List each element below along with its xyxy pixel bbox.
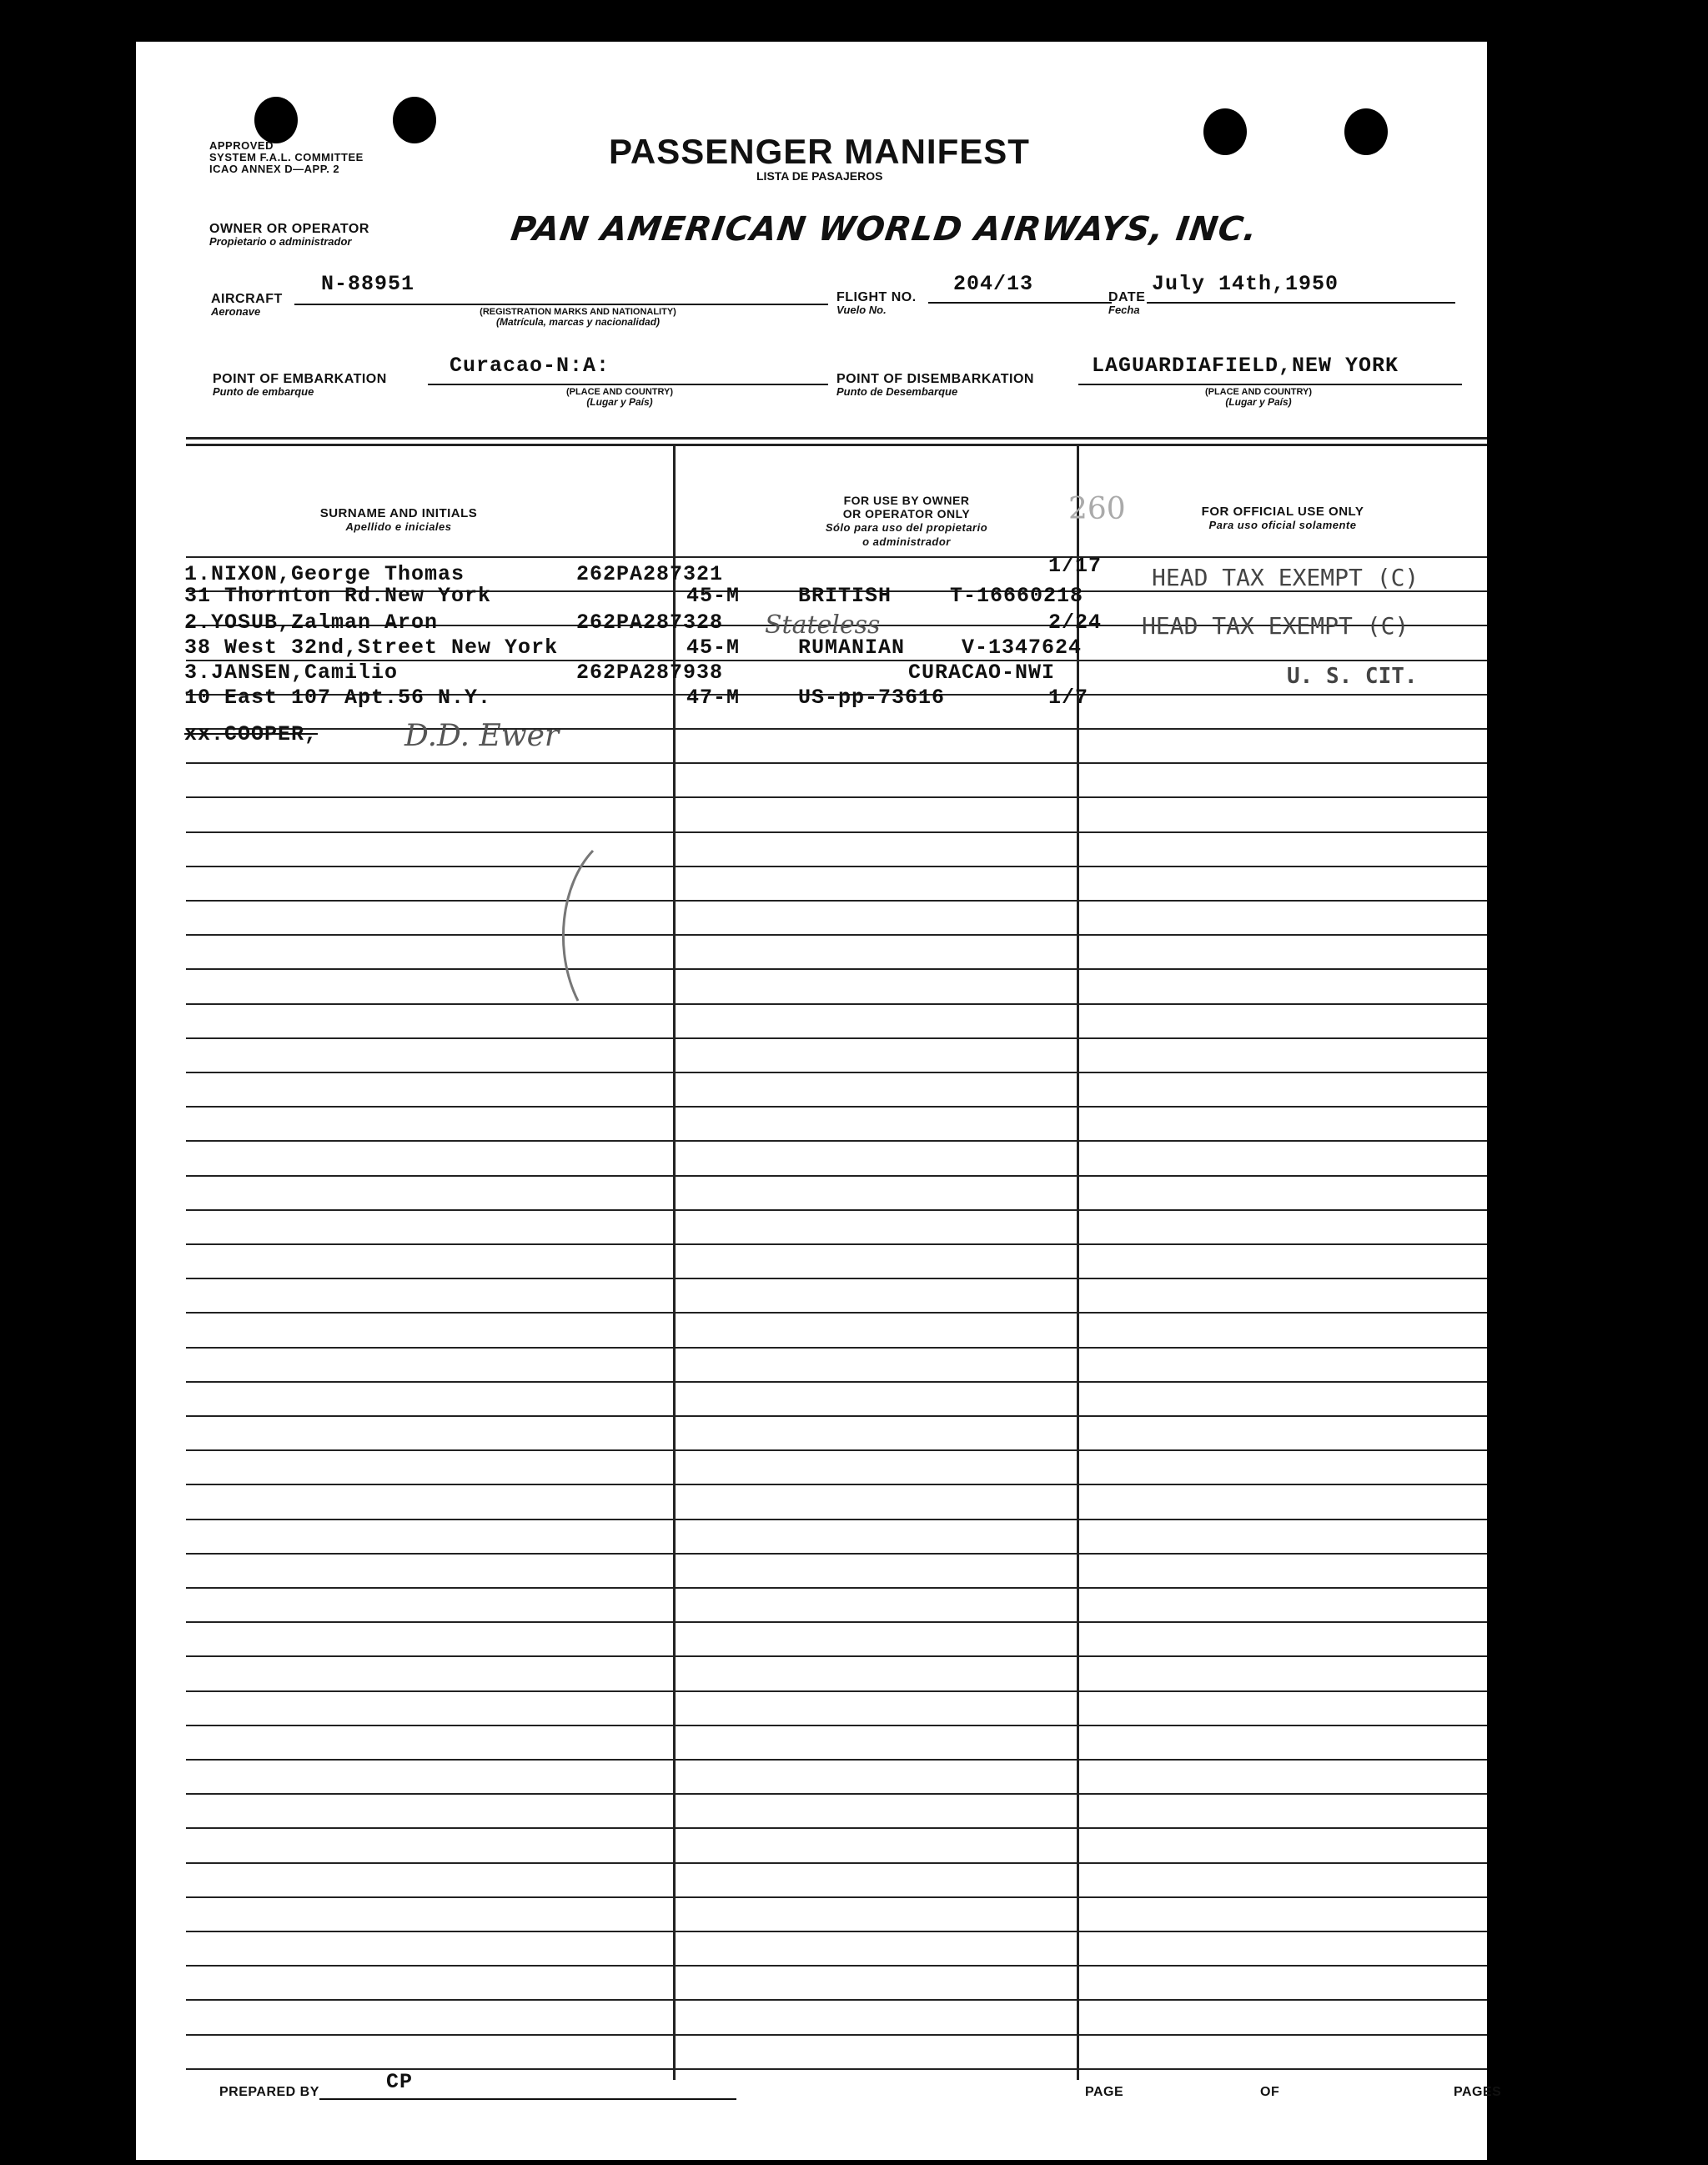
- page-title: PASSENGER MANIFEST: [609, 132, 1030, 171]
- embark-place-caption: (PLACE AND COUNTRY) (Lugar y País): [565, 387, 674, 408]
- ruled-line: [186, 1587, 1487, 1589]
- embark-label-es: Punto de embarque: [213, 385, 314, 398]
- pencil-mark: [553, 842, 603, 1009]
- punch-hole-left: [254, 97, 298, 143]
- passport-number: V-1347624: [962, 635, 1083, 660]
- ruled-line: [186, 728, 1487, 730]
- disembark-place-caption: (PLACE AND COUNTRY) (Lugar y País): [1204, 387, 1313, 408]
- ruled-line: [186, 1347, 1487, 1349]
- table-top-rule: [186, 437, 1487, 440]
- nationality: RUMANIAN: [798, 635, 906, 660]
- ruled-line: [186, 1896, 1487, 1898]
- ruled-line: [186, 934, 1487, 936]
- col-operator-header: FOR USE BY OWNER OR OPERATOR ONLY Sólo para uso del propietario o administrador: [825, 494, 988, 548]
- passenger-row: 38 West 32nd,Street New York: [184, 635, 559, 660]
- disembark-label-es: Punto de Desembarque: [836, 385, 958, 398]
- ruled-line: [186, 1793, 1487, 1795]
- flight-underline: [928, 302, 1112, 304]
- owner-label: OWNER OR OPERATOR: [209, 222, 369, 236]
- ruled-line: [186, 1312, 1487, 1314]
- ruled-line: [186, 1072, 1487, 1073]
- date-label: DATE: [1108, 290, 1146, 304]
- handwritten-stateless: Stateless: [765, 610, 881, 640]
- ruled-line: [186, 1209, 1487, 1211]
- ruled-line: [186, 1999, 1487, 2001]
- ruled-line: [186, 556, 1487, 558]
- stamp-number: 260: [1068, 492, 1126, 526]
- passenger-row: 1.NIXON,George Thomas: [184, 562, 465, 586]
- embark-value: Curacao-N:A:: [450, 354, 610, 378]
- ruled-line: [186, 1690, 1487, 1692]
- date-underline: [1147, 302, 1455, 304]
- ruled-line: [186, 1175, 1487, 1177]
- ruled-line: [186, 1037, 1487, 1039]
- aircraft-label-es: Aeronave: [211, 305, 261, 318]
- column-divider-1: [673, 445, 676, 2080]
- passport-number: CURACAO-NWI: [908, 661, 1056, 685]
- prepared-label: PREPARED BY: [219, 2085, 319, 2099]
- ruled-line: [186, 1106, 1487, 1108]
- ruled-line: [186, 1003, 1487, 1005]
- ruled-line: [186, 1484, 1487, 1485]
- nationality: US-pp-73616: [798, 686, 946, 710]
- ruled-line: [186, 1862, 1487, 1864]
- approval-block: [209, 140, 364, 175]
- ruled-line: [186, 1278, 1487, 1279]
- punch-hole-right: [1203, 108, 1247, 155]
- ruled-line: [186, 1931, 1487, 1932]
- pages-label: PAGES: [1454, 2085, 1502, 2099]
- passenger-row: 3.JANSEN,Camilio: [184, 661, 399, 685]
- flight-label: FLIGHT NO.: [836, 290, 917, 304]
- head-tax-stamp: HEAD TAX EXEMPT (C): [1152, 564, 1419, 591]
- punch-hole-left-2: [393, 97, 436, 143]
- table-top-rule-2: [186, 444, 1487, 446]
- ruled-line: [186, 900, 1487, 902]
- embark-underline: [428, 384, 828, 385]
- ruled-line: [186, 1553, 1487, 1555]
- ruled-line: [186, 762, 1487, 764]
- aircraft-underline: [294, 304, 828, 305]
- ruled-line: [186, 796, 1487, 798]
- seat-mark: 1/7: [1048, 686, 1089, 710]
- approval-line: ICAO ANNEX D—APP. 2: [209, 163, 340, 175]
- ruled-line: [186, 2034, 1487, 2036]
- flight-label-es: Vuelo No.: [836, 304, 887, 316]
- page-label: PAGE: [1085, 2085, 1124, 2099]
- ticket-number: 262PA287328: [576, 610, 724, 635]
- aircraft-value: N-88951: [321, 272, 415, 296]
- age-sex: 45-M: [686, 635, 741, 660]
- ruled-line: [186, 866, 1487, 867]
- manifest-sheet: [136, 42, 1502, 2160]
- owner-label-es: Propietario o administrador: [209, 235, 352, 248]
- seat-mark: 1/17: [1048, 554, 1103, 578]
- ruled-line: [186, 1243, 1487, 1245]
- passport-number: T-16660218: [950, 584, 1084, 608]
- flight-value: 204/13: [953, 272, 1034, 296]
- ruled-line: [186, 1449, 1487, 1451]
- age-sex: 45-M: [686, 584, 741, 608]
- disembark-underline: [1078, 384, 1462, 385]
- ruled-line: [186, 1965, 1487, 1967]
- approval-line: APPROVED: [209, 139, 274, 152]
- ruled-line: [186, 1381, 1487, 1383]
- disembark-value: LAGUARDIAFIELD,NEW YORK: [1092, 354, 1399, 378]
- col-official-header: FOR OFFICIAL USE ONLY Para uso oficial solamente: [1201, 505, 1364, 531]
- nationality: BRITISH: [798, 584, 892, 608]
- ruled-line: [186, 1827, 1487, 1829]
- ruled-line: [186, 2068, 1487, 2070]
- date-label-es: Fecha: [1108, 304, 1140, 316]
- of-label: OF: [1260, 2085, 1280, 2099]
- ruled-line: [186, 1140, 1487, 1142]
- head-tax-stamp: HEAD TAX EXEMPT (C): [1142, 612, 1409, 640]
- prepared-underline: [319, 2098, 736, 2100]
- ruled-line: [186, 831, 1487, 833]
- ruled-line: [186, 1621, 1487, 1623]
- prepared-value: CP: [386, 2070, 414, 2094]
- aircraft-label: AIRCRAFT: [211, 292, 283, 306]
- ruled-line: [186, 1415, 1487, 1417]
- page-subtitle: LISTA DE PASAJEROS: [756, 169, 883, 183]
- passenger-row: xx.COOPER,: [184, 722, 319, 746]
- disembark-label: POINT OF DISEMBARKATION: [836, 372, 1034, 386]
- col-surname-header: SURNAME AND INITIALS Apellido e iniciales: [319, 506, 478, 533]
- ticket-number: 262PA287321: [576, 562, 724, 586]
- date-value: July 14th,1950: [1152, 272, 1339, 296]
- ruled-line: [186, 1759, 1487, 1761]
- embark-label: POINT OF EMBARKATION: [213, 372, 387, 386]
- passenger-row: 31 Thornton Rd.New York: [184, 584, 492, 608]
- aircraft-caption: (REGISTRATION MARKS AND NATIONALITY) (Matrícula, marcas y nacionalidad): [480, 307, 676, 328]
- punch-hole-right-2: [1344, 108, 1388, 155]
- ticket-number: 262PA287938: [576, 661, 724, 685]
- seat-mark: 2/24: [1048, 610, 1103, 635]
- owner-value: PAN AMERICAN WORLD AIRWAYS, INC.: [508, 210, 1260, 249]
- passenger-row: 10 East 107 Apt.56 N.Y.: [184, 686, 492, 710]
- handwritten-signature: D.D. Ewer: [404, 719, 560, 753]
- ruled-line: [186, 1519, 1487, 1520]
- ruled-line: [186, 1725, 1487, 1726]
- approval-line: SYSTEM F.A.L. COMMITTEE: [209, 151, 364, 163]
- ruled-line: [186, 968, 1487, 970]
- passenger-row: 2.YOSUB,Zalman Aron: [184, 610, 439, 635]
- age-sex: 47-M: [686, 686, 741, 710]
- ruled-line: [186, 1655, 1487, 1657]
- us-citizen-stamp: U. S. CIT.: [1287, 664, 1418, 689]
